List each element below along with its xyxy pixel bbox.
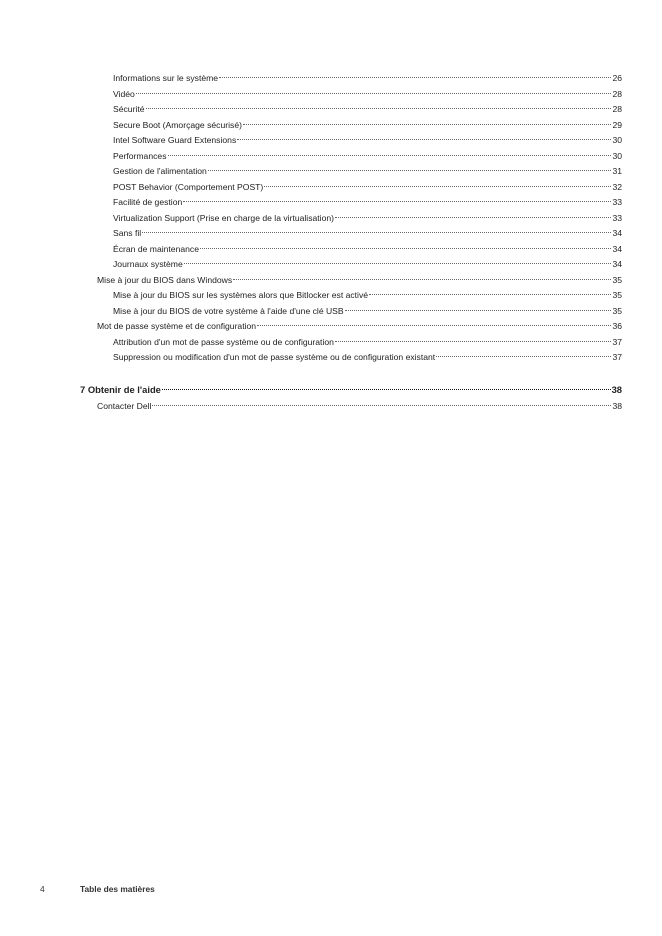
toc-entry-page: 33 — [612, 212, 622, 223]
toc-entry[interactable] — [113, 257, 622, 271]
toc-entry-page: 30 — [612, 150, 622, 161]
dot-leader — [257, 325, 611, 326]
toc-entry-title: Informations sur le système — [113, 73, 219, 83]
toc-entry[interactable] — [113, 180, 622, 194]
dot-leader — [219, 77, 611, 78]
toc-entry-title: Mise à jour du BIOS sur les systèmes alors que Bitlocker est activé — [113, 290, 369, 300]
toc-entry-title: Intel Software Guard Extensions — [113, 135, 237, 145]
footer-section-title: Table des matières — [80, 884, 155, 894]
toc-entry-page: 33 — [612, 197, 622, 207]
toc-entry-page: 38 — [611, 384, 622, 395]
toc-entry[interactable] — [113, 211, 622, 225]
toc-entry-title: Gestion de l'alimentation — [113, 166, 207, 176]
toc-entry-title: 7 Obtenir de l'aide — [80, 384, 161, 395]
dot-leader — [335, 217, 611, 218]
toc-entry-title: Sans fil — [113, 228, 142, 238]
dot-leader — [233, 279, 611, 280]
toc-section[interactable] — [97, 399, 622, 413]
dot-leader — [237, 139, 611, 140]
toc-entry-page: 35 — [612, 290, 622, 300]
toc-entry-page: 32 — [612, 181, 622, 192]
toc-entry-page: 37 — [612, 352, 622, 362]
toc-entry-page: 36 — [612, 321, 622, 331]
toc-entry[interactable] — [113, 149, 622, 163]
toc-entry-title: Journaux système — [113, 259, 183, 269]
dot-leader — [335, 341, 612, 342]
dot-leader — [152, 405, 611, 406]
toc-entry[interactable] — [113, 102, 622, 116]
toc-entry-title: Secure Boot (Amorçage sécurisé) — [113, 119, 242, 130]
dot-leader — [136, 93, 612, 94]
toc-entry-title: Performances — [113, 150, 167, 161]
toc-entry[interactable] — [113, 87, 622, 101]
toc-entry-page: 28 — [612, 88, 622, 99]
toc-entry[interactable] — [113, 288, 622, 302]
toc-entry-title: Facilité de gestion — [113, 197, 183, 207]
toc-entry-title: Sécurité — [113, 104, 145, 114]
dot-leader — [243, 124, 611, 125]
dot-leader — [184, 263, 612, 264]
toc-entry-title: Virtualization Support (Prise en charge de la virtualisation) — [113, 212, 335, 223]
dot-leader — [168, 155, 612, 156]
dot-leader — [142, 232, 611, 233]
toc-entry[interactable] — [113, 133, 622, 147]
toc-entry-title: Mise à jour du BIOS de votre système à l'aide d'une clé USB — [113, 305, 344, 316]
toc-entry-page: 38 — [612, 401, 622, 411]
dot-leader — [345, 310, 612, 311]
toc-entry[interactable] — [113, 118, 622, 132]
toc-entry-page: 34 — [612, 243, 622, 254]
toc-entry-title: Attribution d'un mot de passe système ou de configuration — [113, 336, 334, 347]
toc-entry[interactable] — [113, 164, 622, 178]
toc-entry-page: 37 — [612, 336, 622, 347]
toc-entry-title: Écran de maintenance — [113, 243, 199, 254]
toc-entry-page: 30 — [612, 135, 622, 145]
toc-entry[interactable] — [113, 304, 622, 318]
toc-entry-page: 34 — [612, 228, 622, 238]
dot-leader — [208, 170, 612, 171]
dot-leader — [369, 294, 611, 295]
dot-leader — [436, 356, 611, 357]
toc-entry[interactable] — [113, 242, 622, 256]
toc-entry-page: 31 — [612, 166, 622, 176]
dot-leader — [264, 186, 611, 187]
toc-entry[interactable] — [113, 195, 622, 209]
toc-section[interactable] — [97, 273, 622, 287]
toc-entry-title: Vidéo — [113, 88, 135, 99]
toc-entry-title: Mise à jour du BIOS dans Windows — [97, 274, 233, 285]
toc-entry-page: 28 — [612, 104, 622, 114]
toc-chapter[interactable] — [80, 382, 622, 398]
toc-entry[interactable] — [113, 226, 622, 240]
toc-entry-page: 29 — [612, 119, 622, 130]
toc-entry-title: POST Behavior (Comportement POST) — [113, 181, 264, 192]
toc-entry[interactable] — [113, 71, 622, 85]
toc-section[interactable] — [97, 319, 622, 333]
toc-entry-page: 35 — [612, 274, 622, 285]
dot-leader — [162, 389, 611, 390]
toc-entry-page: 34 — [612, 259, 622, 269]
toc-entry-title: Contacter Dell — [97, 401, 152, 411]
footer-page-number: 4 — [40, 884, 45, 894]
toc-entry[interactable] — [113, 350, 622, 364]
toc-entry-title: Mot de passe système et de configuration — [97, 321, 257, 331]
toc-entry[interactable] — [113, 335, 622, 349]
toc-entry-title: Suppression ou modification d'un mot de passe système ou de configuration existant — [113, 352, 436, 362]
dot-leader — [200, 248, 611, 249]
toc-entry-page: 35 — [612, 305, 622, 316]
dot-leader — [183, 201, 611, 202]
dot-leader — [146, 108, 612, 109]
toc-entry-page: 26 — [612, 73, 622, 83]
